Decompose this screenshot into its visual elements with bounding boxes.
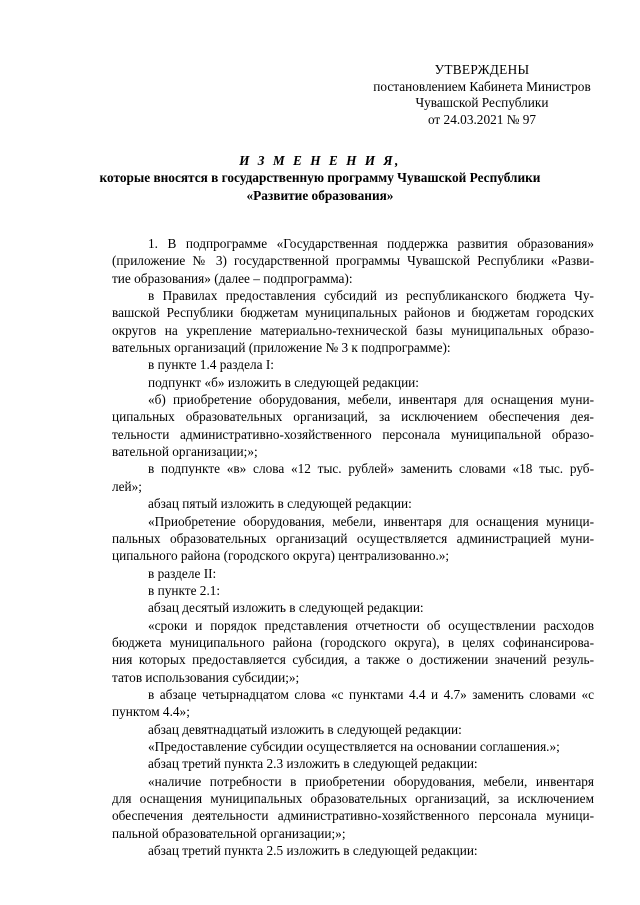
body-line: в абзаце четырнадцатом слова «с пунктами 4.4 и 4.7» заменить словами «с	[148, 686, 594, 702]
document-title	[60, 152, 580, 204]
body-line: тие образования» (далее – подпрограмма):	[112, 270, 353, 286]
body-line: абзац девятнадцатый изложить в следующей редакции:	[148, 721, 462, 737]
body-line: «Приобретение оборудования, мебели, инвентаря для оснащения муници-	[148, 513, 594, 529]
body-line: вательной организации;»;	[112, 444, 258, 460]
approval-line-3: от 24.03.2021 № 97	[427, 111, 537, 127]
body-line: в подпункте «в» слова «12 тыс. рублей» заменить словами «18 тыс. руб-	[148, 461, 594, 477]
body-line: «наличие потребности в приобретении оборудования, мебели, инвентаря	[148, 773, 594, 789]
body-line: абзац третий пункта 2.5 изложить в следующей редакции:	[148, 843, 478, 859]
body-line: лей»;	[112, 478, 142, 494]
body-line: бюджета муниципального района (городского округа), в целях софинансирова-	[112, 634, 594, 650]
body-line: в пункте 2.1:	[148, 582, 221, 598]
title-line-1: которые вносятся в государственную программу Чувашской Республики	[99, 170, 541, 186]
body-line: пунктом 4.4»;	[112, 704, 190, 720]
body-line: 1. В подпрограмме «Государственная поддержка развития образования»	[148, 236, 594, 251]
body-line: тельности административно-хозяйственного персонала муниципальной образо-	[112, 426, 594, 442]
approval-heading: УТВЕРЖДЕНЫ	[434, 62, 530, 77]
body-line: ния которых предоставляется субсидия, а также о достижении значений резуль-	[112, 652, 594, 668]
body-line: абзац пятый изложить в следующей редакции:	[148, 496, 412, 512]
body-line: вашской Республики бюджетам муниципальных районов и бюджетам городских	[112, 305, 594, 321]
body-line: округов на укрепление материально-технической базы муниципальных образо-	[112, 322, 594, 338]
body-line: ципальных образовательных организаций, за исключением обеспечения дея-	[112, 409, 594, 425]
body-line: «сроки и порядок представления отчетности об осуществлении расходов	[148, 617, 594, 633]
body-line: в разделе II:	[148, 565, 217, 581]
body-line: обеспечения деятельности административно-хозяйственного персонала муници-	[112, 808, 594, 824]
approval-line-1: постановлением Кабинета Министров	[373, 78, 591, 94]
title-heading: И З М Е Н Е Н И Я,	[239, 153, 401, 168]
document-body	[112, 235, 594, 859]
body-line: «б) приобретение оборудования, мебели, инвентаря для оснащения муни-	[148, 392, 594, 408]
body-line: пальной образовательной организации;»;	[112, 825, 346, 841]
body-line: «Предоставление субсидии осуществляется на основании соглашения.»;	[148, 738, 560, 754]
body-line: ципального района (городского округа) централизованно.»;	[112, 548, 450, 564]
body-line: для оснащения муниципальных образовательных организаций, за исключением	[112, 791, 594, 806]
body-line: абзац десятый изложить в следующей редакции:	[148, 600, 424, 616]
body-line: абзац третий пункта 2.3 изложить в следующей редакции:	[148, 756, 478, 772]
body-line: в Правилах предоставления субсидий из республиканского бюджета Чу-	[148, 288, 594, 304]
title-line-2: «Развитие образования»	[246, 187, 394, 203]
body-line: вательных организаций (приложение № 3 к подпрограмме):	[112, 340, 451, 356]
approval-block	[362, 62, 602, 128]
body-line: (приложение № 3) государственной программы Чувашской Республики «Разви-	[112, 253, 594, 269]
body-line: татов использования субсидии;»;	[112, 669, 300, 685]
body-line: в пункте 1.4 раздела I:	[148, 357, 274, 373]
body-line: пальных образовательных организаций осуществляется администрацией муни-	[112, 530, 594, 546]
body-line: подпункт «б» изложить в следующей редакции:	[148, 374, 419, 390]
approval-line-2: Чувашской Республики	[415, 95, 549, 111]
